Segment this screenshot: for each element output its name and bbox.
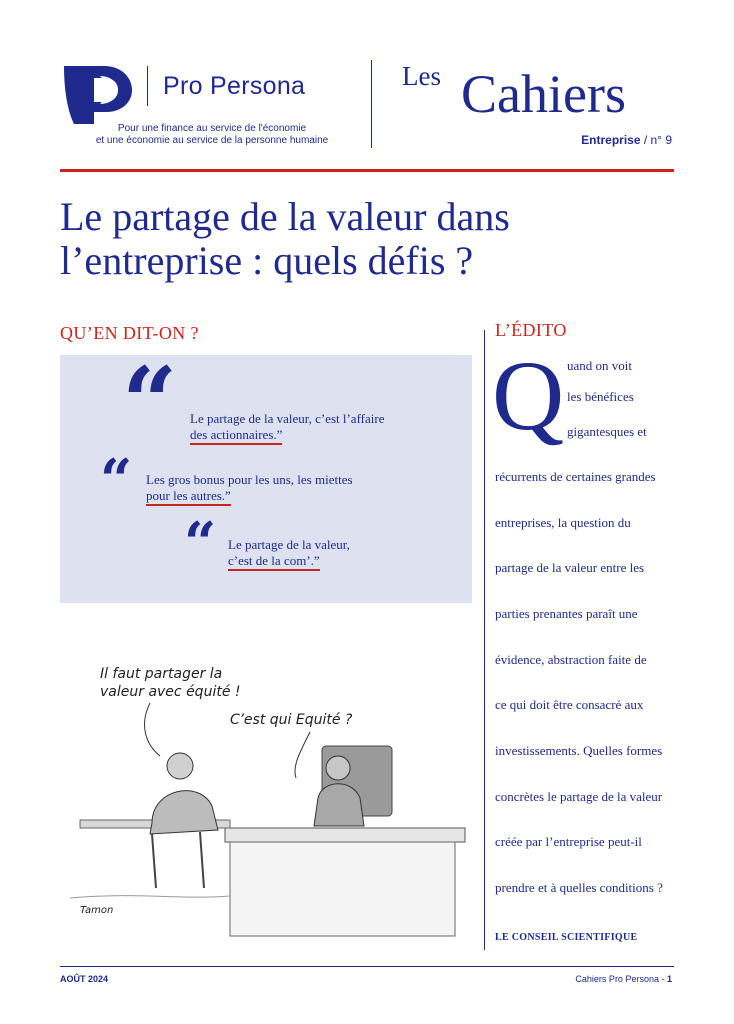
cartoon-speech-1-line-2: valeur avec équité ! bbox=[100, 684, 241, 700]
edito-line: évidence, abstraction faite de bbox=[495, 652, 647, 667]
footer-rule bbox=[60, 966, 674, 967]
page-title bbox=[60, 195, 680, 283]
tagline-line-1: Pour une finance au service de l'économie bbox=[117, 123, 307, 134]
cartoon-artist-signature: Tamon bbox=[80, 905, 114, 916]
quote-2 bbox=[100, 447, 353, 513]
cartoon-speech-2: C’est qui Equité ? bbox=[230, 712, 353, 728]
cartoon-speech-1-line-1: Il faut partager la bbox=[100, 666, 223, 682]
footer-publication-name: Cahiers Pro Persona - bbox=[575, 974, 665, 984]
edito-line: gigantesques et bbox=[567, 424, 647, 439]
issue-number: / n° 9 bbox=[643, 133, 672, 147]
edito-line: partage de la valeur entre les bbox=[495, 560, 645, 575]
quote-2-line-2: pour les autres.” bbox=[146, 488, 231, 506]
quote-1 bbox=[122, 346, 385, 459]
edito-line: investissements. Quelles formes bbox=[495, 743, 663, 758]
edito-line: les bénéfices bbox=[567, 389, 634, 404]
quote-3 bbox=[184, 510, 350, 576]
edito-line: récurrents de certaines grandes bbox=[495, 469, 656, 484]
series-prefix: Les bbox=[402, 61, 441, 91]
quote-mark-icon: “ bbox=[184, 510, 217, 576]
footer-publication bbox=[575, 974, 672, 984]
pro-persona-logo bbox=[60, 62, 134, 128]
column-divider bbox=[484, 330, 485, 950]
quotes-box bbox=[60, 346, 472, 603]
quote-2-text bbox=[146, 472, 353, 504]
issue-category: Entreprise bbox=[581, 133, 641, 147]
header-red-rule bbox=[60, 169, 674, 172]
title-line-1: Le partage de la valeur dans bbox=[60, 194, 510, 239]
brand-name: Pro Persona bbox=[163, 72, 306, 100]
quote-mark-icon: “ bbox=[100, 447, 133, 513]
footer-date: AOÛT 2024 bbox=[60, 974, 109, 984]
edito-line: concrètes le partage de la valeur bbox=[495, 789, 663, 804]
quote-1-line-1: Le partage de la valeur, c’est l’affaire bbox=[190, 411, 385, 426]
brand-tagline bbox=[82, 123, 342, 147]
tagline-line-2: et une économie au service de la personne humaine bbox=[95, 135, 329, 146]
quote-1-text bbox=[190, 411, 384, 443]
edito-line: parties prenantes paraît une bbox=[495, 606, 638, 621]
series-title: Cahiers bbox=[461, 64, 626, 124]
edito-signature: LE CONSEIL SCIENTIFIQUE bbox=[495, 932, 638, 943]
cartoon-illustration bbox=[60, 648, 470, 948]
section-heading-quotes: QU’EN DIT-ON ? bbox=[60, 323, 199, 343]
quote-3-line-2: c’est de la com’.” bbox=[228, 553, 320, 571]
edito-line: créée par l’entreprise peut-il bbox=[495, 834, 642, 849]
issue-label bbox=[581, 133, 672, 147]
edito-line: prendre et à quelles conditions ? bbox=[495, 880, 663, 895]
edito-line: ce qui doit être consacré aux bbox=[495, 697, 644, 712]
section-heading-edito: L’ÉDITO bbox=[495, 320, 567, 340]
edito-line: entreprises, la question du bbox=[495, 515, 631, 530]
quote-2-line-1: Les gros bonus pour les uns, les miettes bbox=[146, 472, 353, 487]
edito-dropcap: Q bbox=[492, 340, 565, 451]
quote-1-line-2: des actionnaires.” bbox=[190, 427, 282, 445]
brand-divider bbox=[147, 66, 148, 106]
quote-3-line-1: Le partage de la valeur, bbox=[228, 537, 350, 552]
page-number: 1 bbox=[666, 974, 672, 984]
header-divider bbox=[371, 60, 372, 148]
quote-3-text bbox=[228, 537, 350, 569]
title-line-2: l’entreprise : quels défis ? bbox=[60, 238, 474, 283]
quote-mark-icon: “ bbox=[122, 346, 160, 459]
edito-line: uand on voit bbox=[567, 358, 632, 373]
